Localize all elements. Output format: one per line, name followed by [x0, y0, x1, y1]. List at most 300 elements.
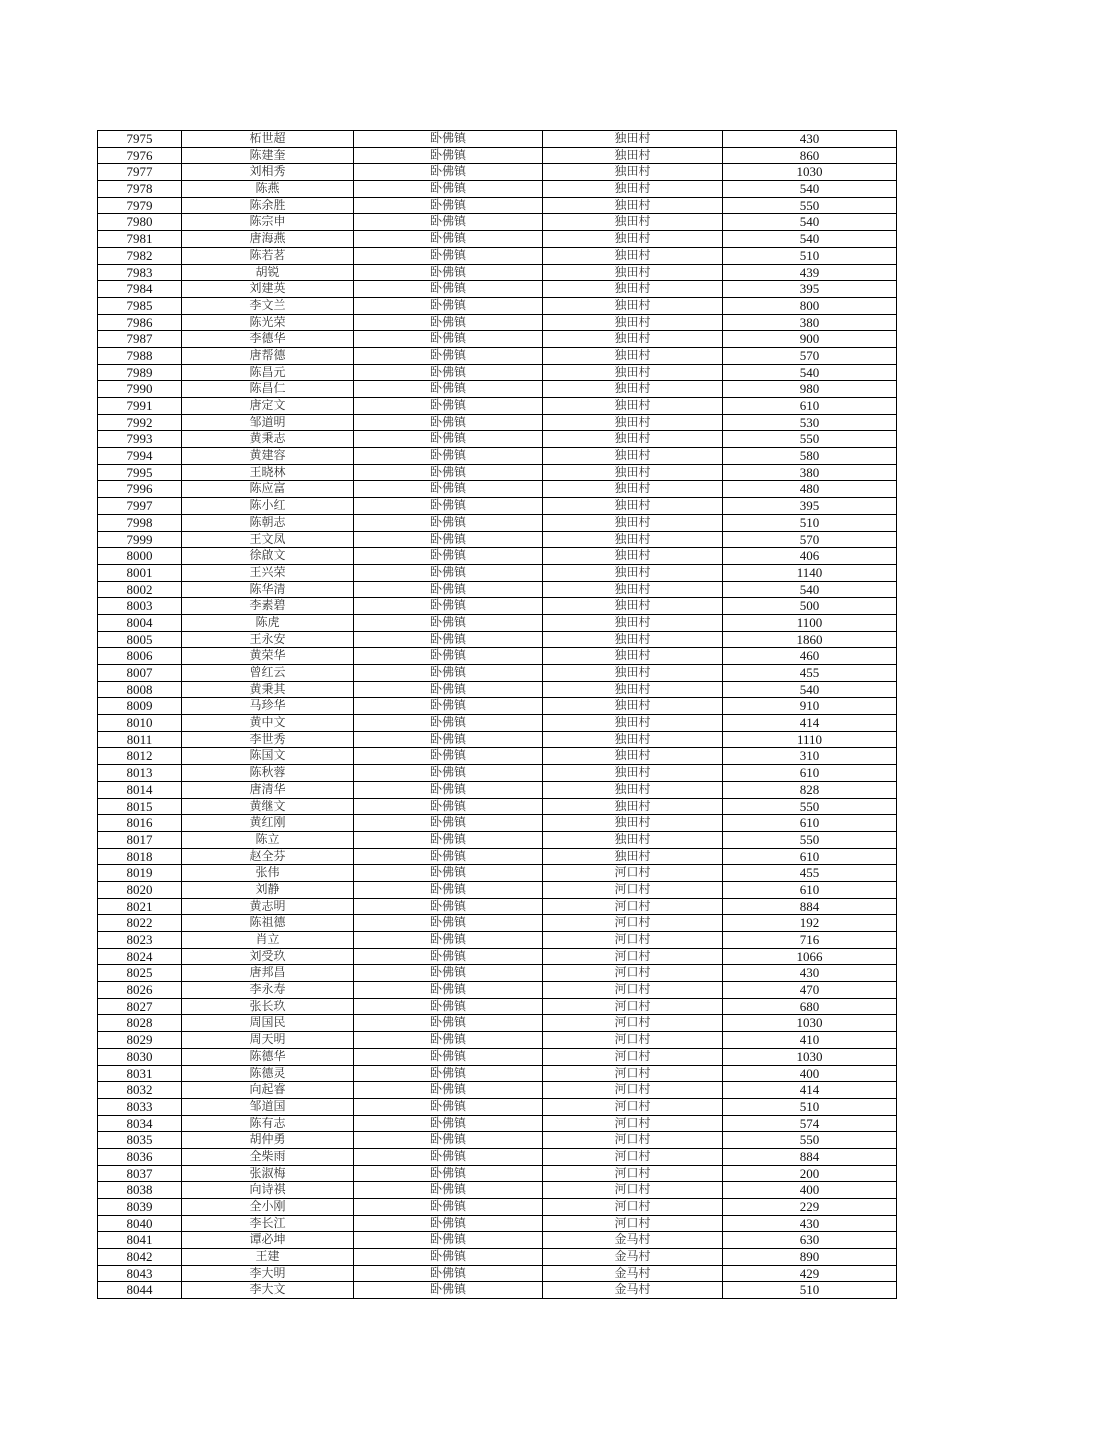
table-row — [98, 932, 897, 949]
row-number-cell: 8030 — [98, 1048, 182, 1065]
amount-cell: 380 — [723, 464, 897, 481]
name-cell: 张淑梅 — [182, 1165, 354, 1182]
town-cell: 卧佛镇 — [354, 1132, 543, 1149]
name-cell: 周国民 — [182, 1015, 354, 1032]
amount-cell: 229 — [723, 1199, 897, 1216]
table-row — [98, 648, 897, 665]
row-number-cell: 8042 — [98, 1249, 182, 1266]
town-cell: 卧佛镇 — [354, 448, 543, 465]
table-row — [98, 1199, 897, 1216]
table-row — [98, 264, 897, 281]
row-number-cell: 8018 — [98, 848, 182, 865]
town-cell: 卧佛镇 — [354, 1282, 543, 1299]
town-cell: 卧佛镇 — [354, 848, 543, 865]
village-cell: 河口村 — [543, 898, 723, 915]
village-cell: 独田村 — [543, 514, 723, 531]
name-cell: 黄继文 — [182, 798, 354, 815]
amount-cell: 910 — [723, 698, 897, 715]
amount-cell: 550 — [723, 831, 897, 848]
table-row — [98, 564, 897, 581]
village-cell: 河口村 — [543, 1199, 723, 1216]
row-number-cell: 8006 — [98, 648, 182, 665]
row-number-cell: 7981 — [98, 231, 182, 248]
amount-cell: 610 — [723, 881, 897, 898]
village-cell: 河口村 — [543, 915, 723, 932]
table-row — [98, 715, 897, 732]
town-cell: 卧佛镇 — [354, 1115, 543, 1132]
table-row — [98, 381, 897, 398]
town-cell: 卧佛镇 — [354, 481, 543, 498]
row-number-cell: 8019 — [98, 865, 182, 882]
row-number-cell: 8014 — [98, 781, 182, 798]
amount-cell: 800 — [723, 297, 897, 314]
town-cell: 卧佛镇 — [354, 865, 543, 882]
table-row — [98, 781, 897, 798]
table-row — [98, 548, 897, 565]
row-number-cell: 7993 — [98, 431, 182, 448]
amount-cell: 1100 — [723, 614, 897, 631]
name-cell: 陈朝志 — [182, 514, 354, 531]
village-cell: 独田村 — [543, 381, 723, 398]
amount-cell: 395 — [723, 281, 897, 298]
amount-cell: 1066 — [723, 948, 897, 965]
row-number-cell: 7999 — [98, 531, 182, 548]
name-cell: 全柴雨 — [182, 1148, 354, 1165]
table-body — [98, 131, 897, 1299]
town-cell: 卧佛镇 — [354, 781, 543, 798]
town-cell: 卧佛镇 — [354, 398, 543, 415]
table-row — [98, 164, 897, 181]
amount-cell: 884 — [723, 1148, 897, 1165]
name-cell: 李世秀 — [182, 731, 354, 748]
town-cell: 卧佛镇 — [354, 1015, 543, 1032]
village-cell: 金马村 — [543, 1249, 723, 1266]
row-number-cell: 8031 — [98, 1065, 182, 1082]
town-cell: 卧佛镇 — [354, 581, 543, 598]
village-cell: 河口村 — [543, 1048, 723, 1065]
town-cell: 卧佛镇 — [354, 765, 543, 782]
amount-cell: 860 — [723, 147, 897, 164]
village-cell: 独田村 — [543, 264, 723, 281]
village-cell: 独田村 — [543, 481, 723, 498]
row-number-cell: 8032 — [98, 1082, 182, 1099]
town-cell: 卧佛镇 — [354, 982, 543, 999]
town-cell: 卧佛镇 — [354, 498, 543, 515]
amount-cell: 890 — [723, 1249, 897, 1266]
amount-cell: 455 — [723, 665, 897, 682]
town-cell: 卧佛镇 — [354, 1065, 543, 1082]
name-cell: 陈华清 — [182, 581, 354, 598]
row-number-cell: 8040 — [98, 1215, 182, 1232]
amount-cell: 460 — [723, 648, 897, 665]
town-cell: 卧佛镇 — [354, 147, 543, 164]
name-cell: 李文兰 — [182, 297, 354, 314]
amount-cell: 380 — [723, 314, 897, 331]
village-cell: 独田村 — [543, 531, 723, 548]
name-cell: 陈国文 — [182, 748, 354, 765]
village-cell: 独田村 — [543, 848, 723, 865]
name-cell: 马珍华 — [182, 698, 354, 715]
row-number-cell: 7996 — [98, 481, 182, 498]
town-cell: 卧佛镇 — [354, 614, 543, 631]
row-number-cell: 8025 — [98, 965, 182, 982]
village-cell: 独田村 — [543, 614, 723, 631]
row-number-cell: 8011 — [98, 731, 182, 748]
row-number-cell: 8026 — [98, 982, 182, 999]
row-number-cell: 8037 — [98, 1165, 182, 1182]
table-row — [98, 998, 897, 1015]
row-number-cell: 8022 — [98, 915, 182, 932]
amount-cell: 828 — [723, 781, 897, 798]
row-number-cell: 8044 — [98, 1282, 182, 1299]
town-cell: 卧佛镇 — [354, 932, 543, 949]
name-cell: 李素碧 — [182, 598, 354, 615]
name-cell: 肖立 — [182, 932, 354, 949]
name-cell: 陈若茗 — [182, 247, 354, 264]
amount-cell: 430 — [723, 1215, 897, 1232]
table-row — [98, 231, 897, 248]
name-cell: 陈有志 — [182, 1115, 354, 1132]
village-cell: 独田村 — [543, 815, 723, 832]
town-cell: 卧佛镇 — [354, 264, 543, 281]
village-cell: 独田村 — [543, 448, 723, 465]
row-number-cell: 8029 — [98, 1032, 182, 1049]
row-number-cell: 8005 — [98, 631, 182, 648]
table-row — [98, 364, 897, 381]
row-number-cell: 8027 — [98, 998, 182, 1015]
village-cell: 河口村 — [543, 1115, 723, 1132]
amount-cell: 400 — [723, 1065, 897, 1082]
name-cell: 陈余胜 — [182, 197, 354, 214]
amount-cell: 550 — [723, 431, 897, 448]
town-cell: 卧佛镇 — [354, 464, 543, 481]
name-cell: 黄中文 — [182, 715, 354, 732]
name-cell: 王永安 — [182, 631, 354, 648]
town-cell: 卧佛镇 — [354, 715, 543, 732]
amount-cell: 310 — [723, 748, 897, 765]
table-row — [98, 631, 897, 648]
table-row — [98, 865, 897, 882]
amount-cell: 540 — [723, 231, 897, 248]
town-cell: 卧佛镇 — [354, 331, 543, 348]
name-cell: 全小刚 — [182, 1199, 354, 1216]
town-cell: 卧佛镇 — [354, 564, 543, 581]
table-row — [98, 982, 897, 999]
row-number-cell: 7976 — [98, 147, 182, 164]
town-cell: 卧佛镇 — [354, 898, 543, 915]
name-cell: 向起睿 — [182, 1082, 354, 1099]
amount-cell: 610 — [723, 815, 897, 832]
table-row — [98, 881, 897, 898]
name-cell: 陈祖德 — [182, 915, 354, 932]
town-cell: 卧佛镇 — [354, 131, 543, 148]
row-number-cell: 8038 — [98, 1182, 182, 1199]
town-cell: 卧佛镇 — [354, 665, 543, 682]
town-cell: 卧佛镇 — [354, 1199, 543, 1216]
name-cell: 张伟 — [182, 865, 354, 882]
name-cell: 胡锐 — [182, 264, 354, 281]
table-row — [98, 281, 897, 298]
row-number-cell: 7982 — [98, 247, 182, 264]
name-cell: 陈小红 — [182, 498, 354, 515]
table-row — [98, 1132, 897, 1149]
town-cell: 卧佛镇 — [354, 164, 543, 181]
table-row — [98, 665, 897, 682]
name-cell: 黄秉其 — [182, 681, 354, 698]
name-cell: 唐定文 — [182, 398, 354, 415]
name-cell: 刘建英 — [182, 281, 354, 298]
village-cell: 独田村 — [543, 781, 723, 798]
name-cell: 唐清华 — [182, 781, 354, 798]
row-number-cell: 7977 — [98, 164, 182, 181]
name-cell: 陈德灵 — [182, 1065, 354, 1082]
amount-cell: 430 — [723, 965, 897, 982]
village-cell: 金马村 — [543, 1265, 723, 1282]
table-row — [98, 915, 897, 932]
village-cell: 独田村 — [543, 431, 723, 448]
row-number-cell: 8039 — [98, 1199, 182, 1216]
town-cell: 卧佛镇 — [354, 948, 543, 965]
table-row — [98, 448, 897, 465]
village-cell: 金马村 — [543, 1232, 723, 1249]
town-cell: 卧佛镇 — [354, 1249, 543, 1266]
table-row — [98, 1148, 897, 1165]
row-number-cell: 7998 — [98, 514, 182, 531]
amount-cell: 570 — [723, 531, 897, 548]
name-cell: 李大文 — [182, 1282, 354, 1299]
table-row — [98, 748, 897, 765]
town-cell: 卧佛镇 — [354, 548, 543, 565]
table-row — [98, 481, 897, 498]
village-cell: 独田村 — [543, 181, 723, 198]
town-cell: 卧佛镇 — [354, 431, 543, 448]
table-row — [98, 1032, 897, 1049]
row-number-cell: 8015 — [98, 798, 182, 815]
village-cell: 独田村 — [543, 681, 723, 698]
table-row — [98, 414, 897, 431]
town-cell: 卧佛镇 — [354, 998, 543, 1015]
village-cell: 独田村 — [543, 698, 723, 715]
amount-cell: 1110 — [723, 731, 897, 748]
name-cell: 柘世超 — [182, 131, 354, 148]
amount-cell: 510 — [723, 247, 897, 264]
table-row — [98, 247, 897, 264]
village-cell: 河口村 — [543, 998, 723, 1015]
table-row — [98, 1282, 897, 1299]
table-row — [98, 314, 897, 331]
table-row — [98, 681, 897, 698]
village-cell: 独田村 — [543, 715, 723, 732]
table-row — [98, 1115, 897, 1132]
name-cell: 刘相秀 — [182, 164, 354, 181]
row-number-cell: 7984 — [98, 281, 182, 298]
row-number-cell: 7991 — [98, 398, 182, 415]
name-cell: 陈建奎 — [182, 147, 354, 164]
town-cell: 卧佛镇 — [354, 1265, 543, 1282]
town-cell: 卧佛镇 — [354, 598, 543, 615]
village-cell: 河口村 — [543, 965, 723, 982]
table-row — [98, 731, 897, 748]
row-number-cell: 7987 — [98, 331, 182, 348]
table-row — [98, 898, 897, 915]
table-row — [98, 798, 897, 815]
amount-cell: 540 — [723, 581, 897, 598]
village-cell: 河口村 — [543, 1098, 723, 1115]
amount-cell: 1030 — [723, 1015, 897, 1032]
table-row — [98, 1232, 897, 1249]
table-row — [98, 181, 897, 198]
row-number-cell: 8003 — [98, 598, 182, 615]
table-row — [98, 131, 897, 148]
amount-cell: 540 — [723, 214, 897, 231]
amount-cell: 410 — [723, 1032, 897, 1049]
amount-cell: 540 — [723, 681, 897, 698]
village-cell: 独田村 — [543, 364, 723, 381]
name-cell: 周天明 — [182, 1032, 354, 1049]
amount-cell: 680 — [723, 998, 897, 1015]
name-cell: 陈德华 — [182, 1048, 354, 1065]
name-cell: 李永寿 — [182, 982, 354, 999]
amount-cell: 1030 — [723, 1048, 897, 1065]
row-number-cell: 7980 — [98, 214, 182, 231]
name-cell: 陈秋蓉 — [182, 765, 354, 782]
town-cell: 卧佛镇 — [354, 531, 543, 548]
amount-cell: 574 — [723, 1115, 897, 1132]
amount-cell: 430 — [723, 131, 897, 148]
town-cell: 卧佛镇 — [354, 815, 543, 832]
name-cell: 向诗祺 — [182, 1182, 354, 1199]
village-cell: 独田村 — [543, 648, 723, 665]
table-row — [98, 614, 897, 631]
village-cell: 独田村 — [543, 548, 723, 565]
village-cell: 金马村 — [543, 1282, 723, 1299]
town-cell: 卧佛镇 — [354, 965, 543, 982]
name-cell: 王晓林 — [182, 464, 354, 481]
name-cell: 陈虎 — [182, 614, 354, 631]
village-cell: 独田村 — [543, 147, 723, 164]
name-cell: 唐海燕 — [182, 231, 354, 248]
amount-cell: 429 — [723, 1265, 897, 1282]
table-row — [98, 848, 897, 865]
village-cell: 独田村 — [543, 598, 723, 615]
amount-cell: 610 — [723, 848, 897, 865]
amount-cell: 530 — [723, 414, 897, 431]
name-cell: 胡仲勇 — [182, 1132, 354, 1149]
amount-cell: 550 — [723, 798, 897, 815]
town-cell: 卧佛镇 — [354, 197, 543, 214]
row-number-cell: 8043 — [98, 1265, 182, 1282]
village-cell: 独田村 — [543, 581, 723, 598]
village-cell: 独田村 — [543, 231, 723, 248]
name-cell: 王兴荣 — [182, 564, 354, 581]
table-row — [98, 531, 897, 548]
row-number-cell: 8021 — [98, 898, 182, 915]
name-cell: 刘静 — [182, 881, 354, 898]
row-number-cell: 8016 — [98, 815, 182, 832]
town-cell: 卧佛镇 — [354, 414, 543, 431]
town-cell: 卧佛镇 — [354, 648, 543, 665]
name-cell: 黄红刚 — [182, 815, 354, 832]
town-cell: 卧佛镇 — [354, 1148, 543, 1165]
village-cell: 独田村 — [543, 398, 723, 415]
amount-cell: 414 — [723, 1082, 897, 1099]
village-cell: 独田村 — [543, 131, 723, 148]
name-cell: 王建 — [182, 1249, 354, 1266]
village-cell: 独田村 — [543, 765, 723, 782]
town-cell: 卧佛镇 — [354, 231, 543, 248]
village-cell: 独田村 — [543, 281, 723, 298]
town-cell: 卧佛镇 — [354, 1215, 543, 1232]
village-cell: 独田村 — [543, 247, 723, 264]
amount-cell: 540 — [723, 364, 897, 381]
row-number-cell: 7986 — [98, 314, 182, 331]
village-cell: 独田村 — [543, 748, 723, 765]
village-cell: 河口村 — [543, 982, 723, 999]
town-cell: 卧佛镇 — [354, 631, 543, 648]
amount-cell: 200 — [723, 1165, 897, 1182]
amount-cell: 470 — [723, 982, 897, 999]
amount-cell: 716 — [723, 932, 897, 949]
row-number-cell: 8008 — [98, 681, 182, 698]
village-cell: 独田村 — [543, 314, 723, 331]
name-cell: 赵全芬 — [182, 848, 354, 865]
table-row — [98, 1215, 897, 1232]
table-row — [98, 965, 897, 982]
town-cell: 卧佛镇 — [354, 1082, 543, 1099]
village-cell: 河口村 — [543, 1015, 723, 1032]
table-row — [98, 1082, 897, 1099]
name-cell: 刘受玖 — [182, 948, 354, 965]
town-cell: 卧佛镇 — [354, 915, 543, 932]
amount-cell: 1030 — [723, 164, 897, 181]
amount-cell: 550 — [723, 1132, 897, 1149]
row-number-cell: 8002 — [98, 581, 182, 598]
town-cell: 卧佛镇 — [354, 214, 543, 231]
village-cell: 独田村 — [543, 498, 723, 515]
row-number-cell: 8007 — [98, 665, 182, 682]
row-number-cell: 7995 — [98, 464, 182, 481]
amount-cell: 510 — [723, 1098, 897, 1115]
table-row — [98, 297, 897, 314]
name-cell: 李德华 — [182, 331, 354, 348]
table-row — [98, 197, 897, 214]
town-cell: 卧佛镇 — [354, 1048, 543, 1065]
name-cell: 陈昌仁 — [182, 381, 354, 398]
town-cell: 卧佛镇 — [354, 314, 543, 331]
village-cell: 河口村 — [543, 1082, 723, 1099]
amount-cell: 540 — [723, 181, 897, 198]
amount-cell: 580 — [723, 448, 897, 465]
village-cell: 独田村 — [543, 731, 723, 748]
table-row — [98, 431, 897, 448]
amount-cell: 510 — [723, 514, 897, 531]
table-row — [98, 498, 897, 515]
row-number-cell: 7994 — [98, 448, 182, 465]
name-cell: 唐帮德 — [182, 347, 354, 364]
village-cell: 独田村 — [543, 197, 723, 214]
village-cell: 河口村 — [543, 881, 723, 898]
village-cell: 河口村 — [543, 1215, 723, 1232]
row-number-cell: 8017 — [98, 831, 182, 848]
row-number-cell: 8028 — [98, 1015, 182, 1032]
village-cell: 独田村 — [543, 297, 723, 314]
row-number-cell: 8013 — [98, 765, 182, 782]
table-row — [98, 347, 897, 364]
row-number-cell: 7978 — [98, 181, 182, 198]
name-cell: 黄建容 — [182, 448, 354, 465]
amount-cell: 439 — [723, 264, 897, 281]
table-row — [98, 147, 897, 164]
